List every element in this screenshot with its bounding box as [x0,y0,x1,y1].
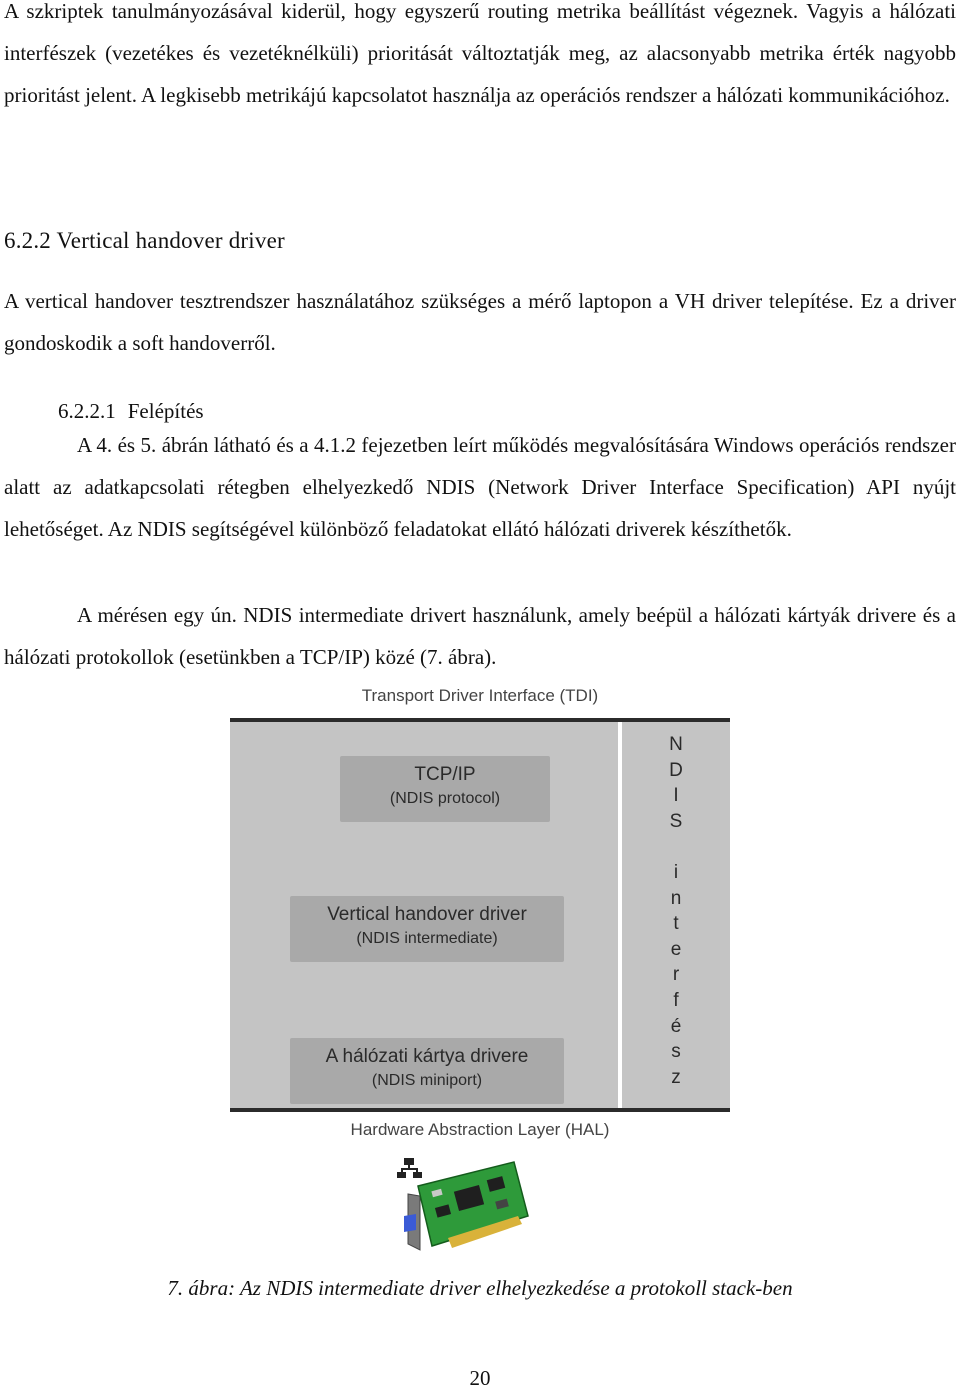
section-heading: 6.2.2 Vertical handover driver [4,228,285,253]
subsection-heading [58,396,204,426]
paragraph-routing-metric: A szkriptek tanulmányozásával kiderül, hogy egyszerű routing metrika beállítást végeznek. Vagyis a hálózati interfészek (vezetékes és vezetéknélküli) prioritását változtatják meg, az alacsonyabb metrika érték nagyobb prioritást jelent. A legkisebb metrikájú kapcsolatot használja az operációs rendszer a hálózati kommunikációhoz. [4,0,956,107]
side-letter: f [673,989,679,1011]
miniport-layer-subtitle: (NDIS miniport) [371,1072,483,1089]
side-letter: I [673,785,679,807]
subsection-number: 6.2.2.1 [58,399,116,423]
ndis-interface-label [622,732,730,1090]
side-letter: r [672,964,680,986]
paragraph-ndis-api: A 4. és 5. ábrán látható és a 4.1.2 fejezetben leírt működés megvalósítására Windows operációs rendszer alatt az adatkapcsolati rétegben elhelyezkedő NDIS (Network Driver Interface Specification) API nyújt lehetőséget. Az NDIS segítségével különböző feladatokat ellátó hálózati driverek készíthetők. [4,433,956,541]
page-number: 20 [469,1366,491,1390]
miniport-layer-title: A hálózati kártya drivere [325,1046,529,1067]
tcpip-layer-subtitle: (NDIS protocol) [389,790,501,807]
protocol-stack-area [230,722,618,1108]
vh-driver-layer-box [290,896,564,962]
tcpip-layer-box [340,756,550,822]
vh-driver-layer-title: Vertical handover driver [327,904,527,925]
paragraph-vh-driver: A vertical handover tesztrendszer használatához szükséges a mérő laptopon a VH driver telepítése. Ez a driver gondoskodik a soft handoverről. [4,289,956,355]
side-letter-gap [622,834,730,860]
paragraph-intermediate-driver: A mérésen egy ún. NDIS intermediate drivert használunk, amely beépül a hálózati kártyák drivere és a hálózati protokollok (esetünkben a TCP/IP) közé (7. ábra). [4,603,956,669]
ndis-interface-column [622,722,730,1108]
tdi-label: Transport Driver Interface (TDI) [361,686,599,705]
tcpip-layer-title: TCP/IP [414,764,476,785]
side-letter: D [669,759,683,781]
vh-driver-layer-subtitle: (NDIS intermediate) [356,930,498,947]
side-letter: t [673,913,679,935]
network-card-icon [396,1156,536,1266]
subsection-title: Felépítés [127,399,204,423]
side-letter: e [670,938,682,960]
side-letter: z [671,1066,681,1088]
side-letter: i [673,861,679,883]
ndis-stack-figure [230,686,730,1266]
side-letter: é [670,1015,682,1037]
side-letter: n [670,887,682,909]
hal-boundary-line [230,1108,730,1112]
hal-label: Hardware Abstraction Layer (HAL) [350,1120,610,1139]
side-letter: N [669,734,683,755]
network-icon [397,1158,422,1178]
side-letter: s [671,1041,681,1063]
miniport-layer-box [290,1038,564,1104]
figure-caption: 7. ábra: Az NDIS intermediate driver elhelyezkedése a protokoll stack-ben [167,1276,793,1300]
side-letter: S [669,810,683,832]
